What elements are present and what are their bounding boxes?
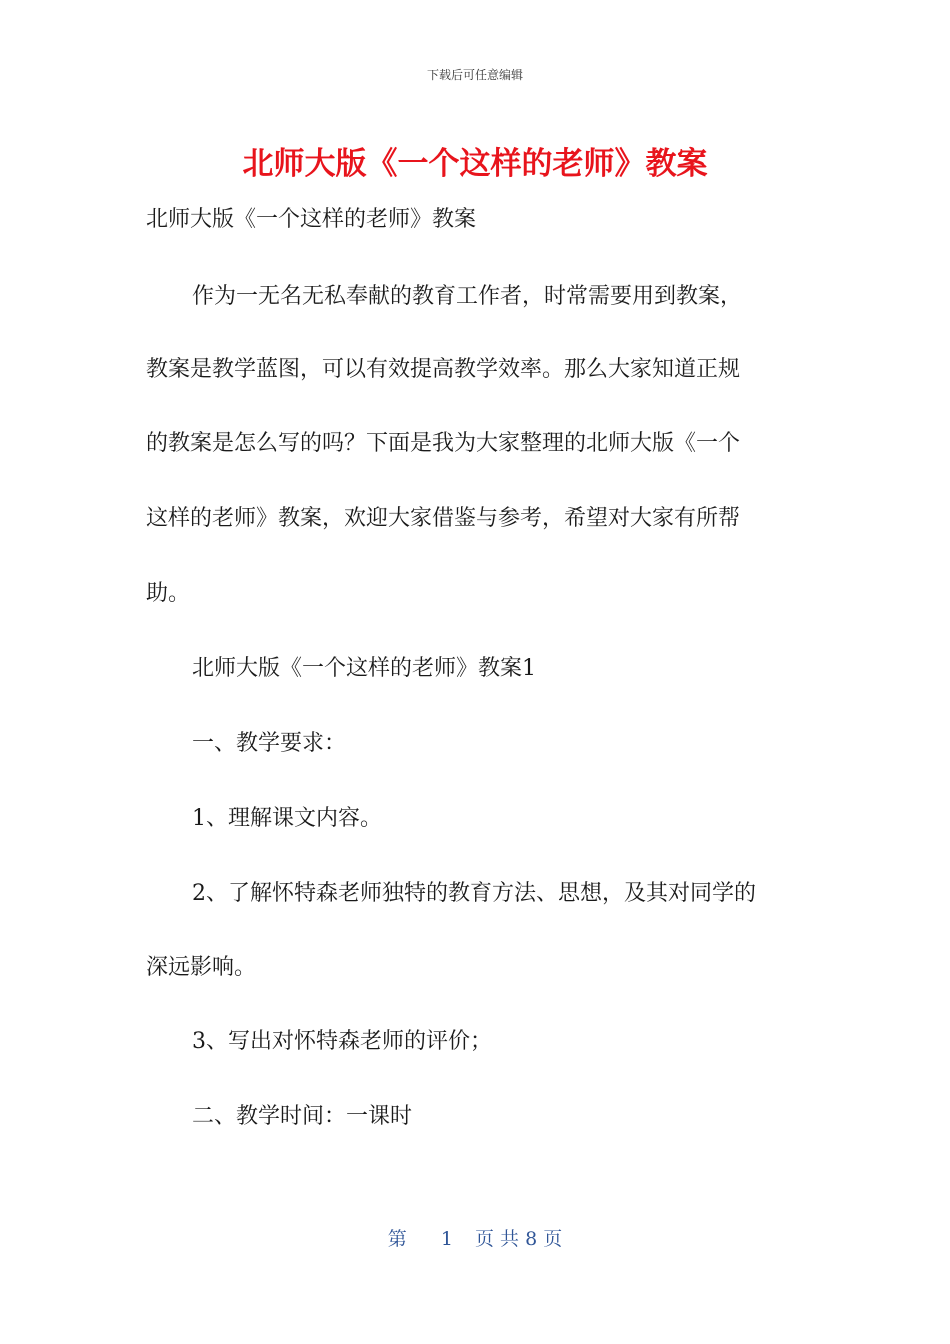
- list-item: 3、写出对怀特森老师的评价；: [192, 1029, 492, 1054]
- section-heading: 一、教学要求：: [192, 731, 347, 756]
- footer-prefix: 第: [387, 1228, 407, 1250]
- subtitle-line: 北师大版《一个这样的老师》教案: [146, 207, 477, 232]
- list-item-continuation: 深远影响。: [146, 955, 257, 980]
- list-item: 2、了解怀特森老师独特的教育方法、思想，及其对同学的: [192, 881, 756, 906]
- footer-suffix: 页: [543, 1228, 563, 1250]
- footer-middle: 页 共: [475, 1228, 520, 1250]
- paragraph-line: 教案是教学蓝图，可以有效提高教学效率。那么大家知道正规: [146, 357, 741, 382]
- paragraph-line: 助。: [146, 581, 191, 606]
- paragraph-line: 这样的老师》教案，欢迎大家借鉴与参考，希望对大家有所帮: [146, 506, 741, 531]
- section-heading: 二、教学时间：一课时: [192, 1104, 413, 1129]
- page-header-note: 下载后可任意编辑: [426, 68, 523, 82]
- document-title: 北师大版《一个这样的老师》教案: [242, 146, 708, 182]
- page-footer: [0, 1226, 950, 1252]
- list-item: 1、理解课文内容。: [192, 806, 382, 831]
- footer-total-pages: 8: [525, 1228, 538, 1250]
- paragraph-line: 的教案是怎么写的吗？下面是我为大家整理的北师大版《一个: [146, 431, 741, 456]
- paragraph-line: 作为一无名无私奉献的教育工作者，时常需要用到教案，: [192, 284, 743, 309]
- section-heading: 北师大版《一个这样的老师》教案1: [192, 656, 536, 681]
- footer-page-number: 1: [440, 1228, 453, 1250]
